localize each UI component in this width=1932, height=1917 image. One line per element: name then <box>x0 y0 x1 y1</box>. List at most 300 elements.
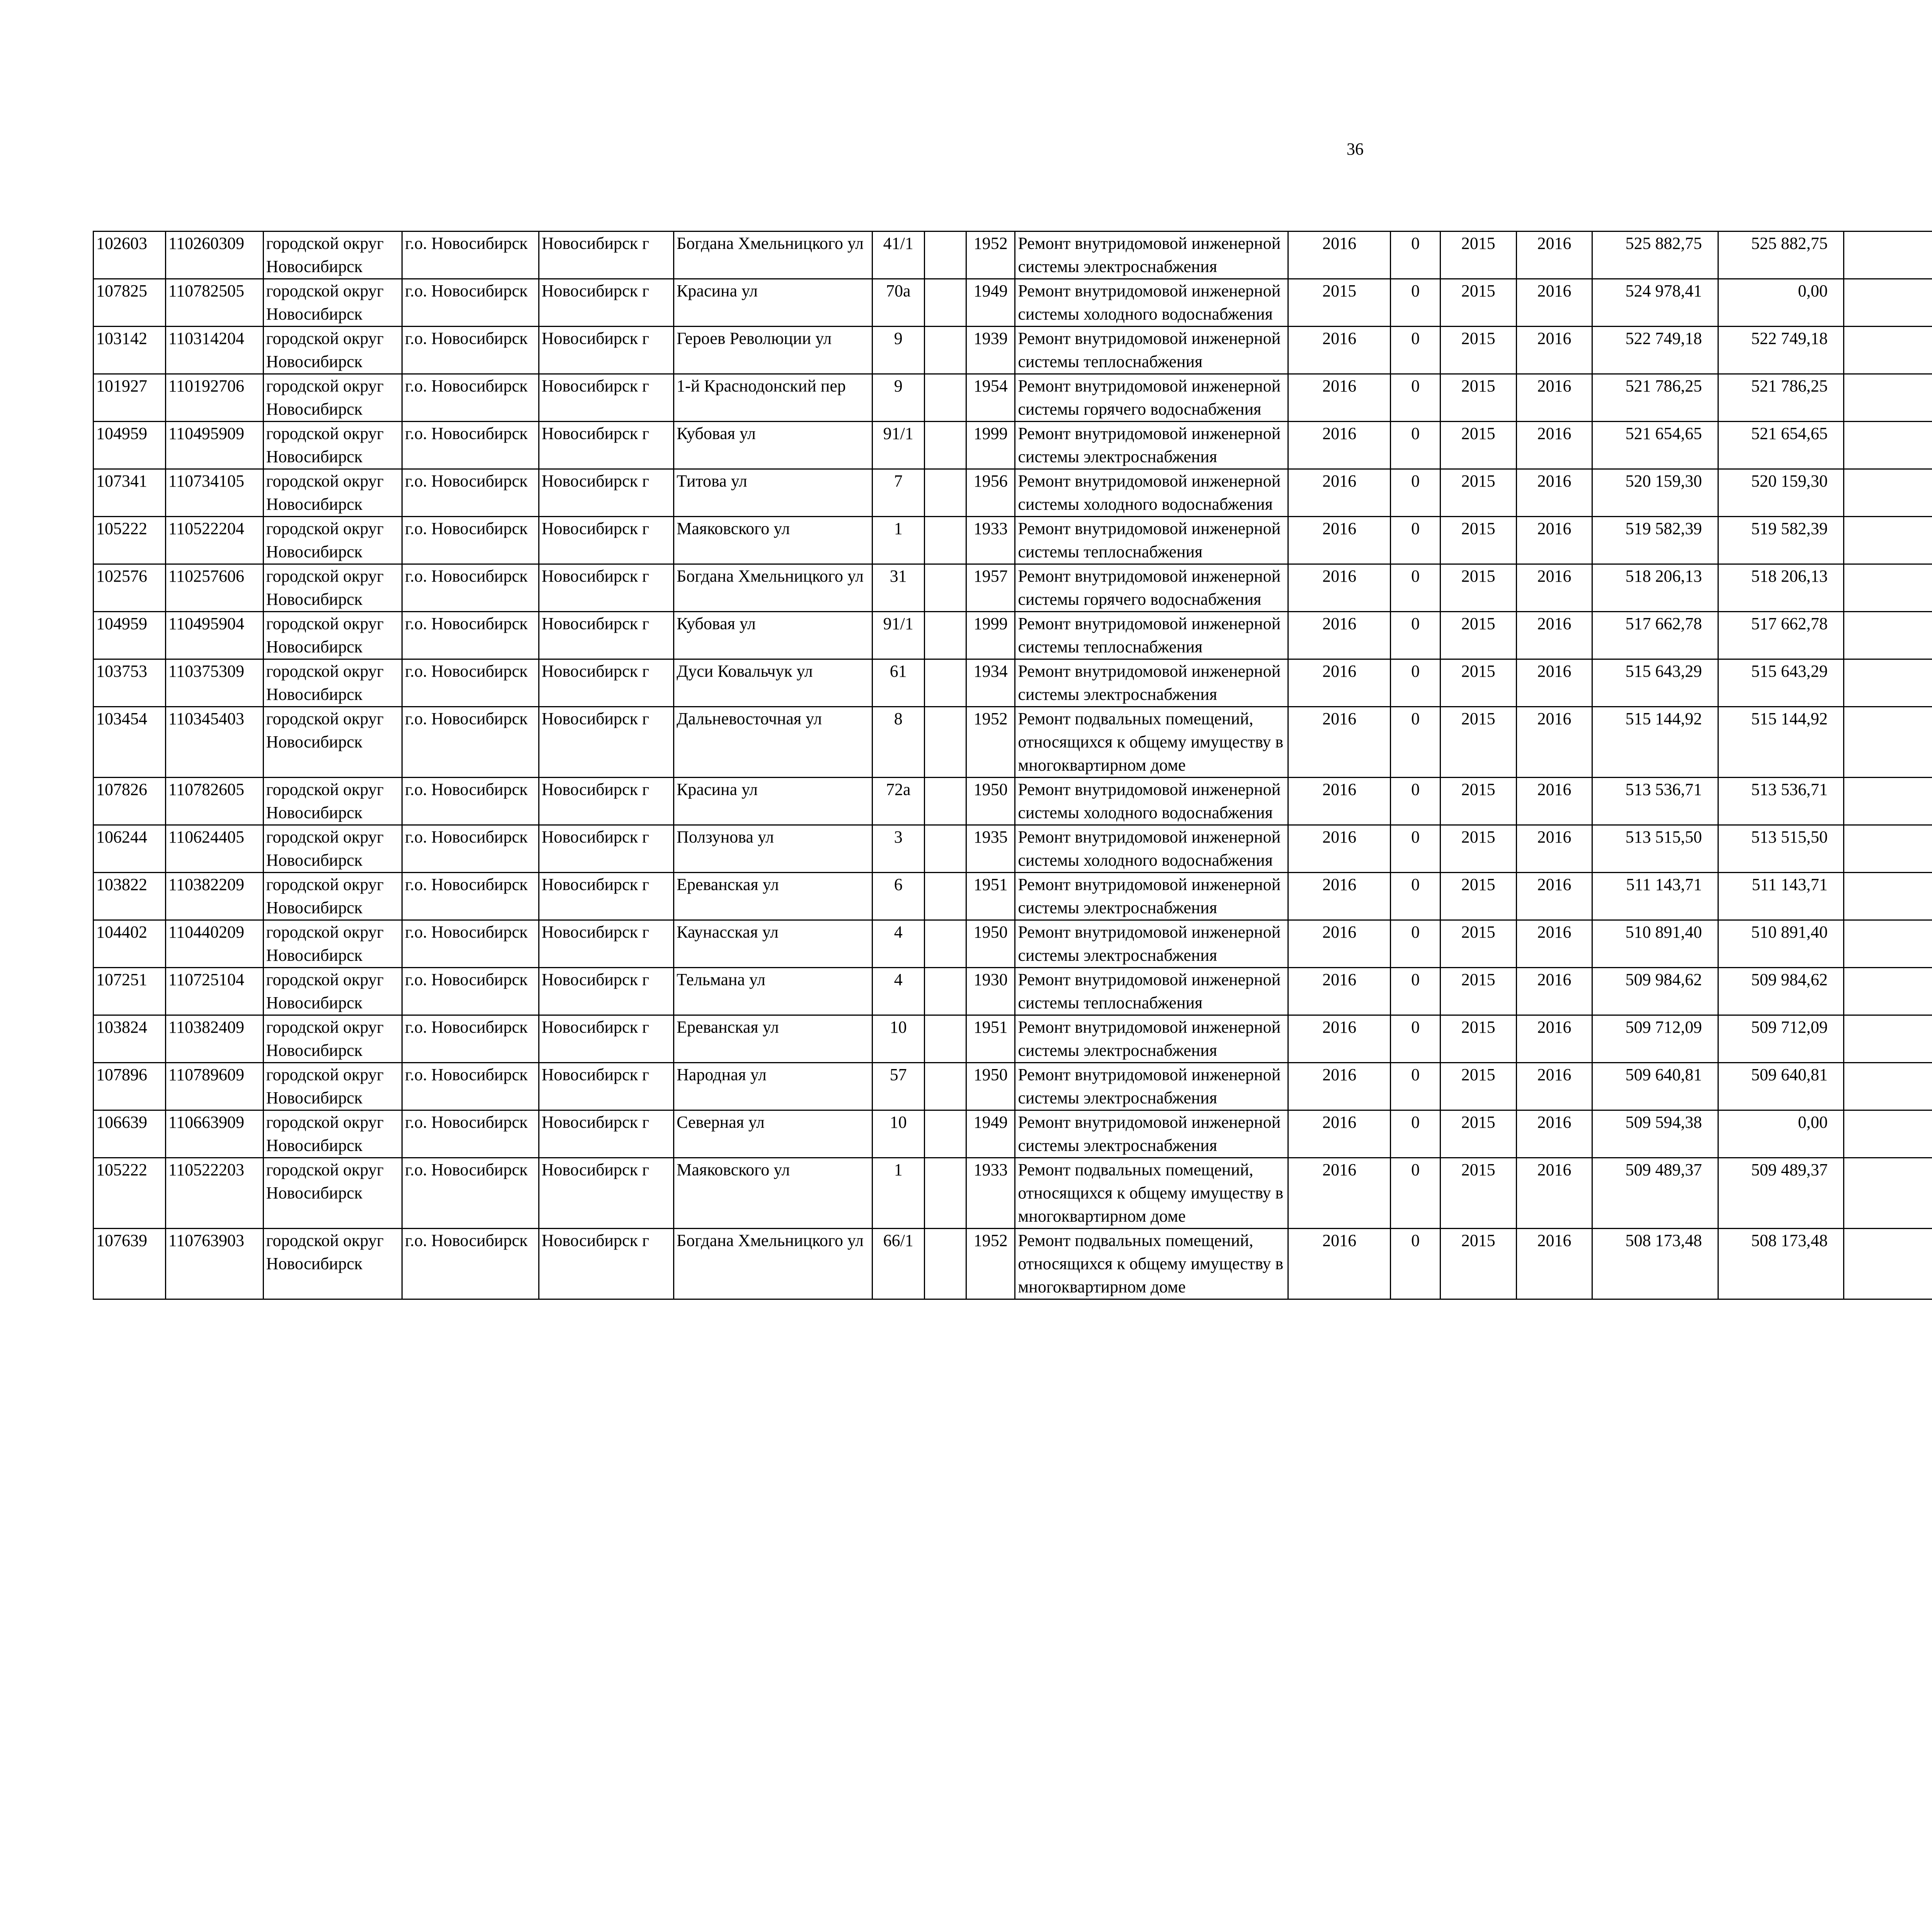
cell-total-cost: 508 173,48 <box>1592 1229 1718 1299</box>
cell-district: г.о. Новосибирск <box>402 1229 539 1299</box>
cell-plan-year: 2016 <box>1288 659 1391 707</box>
cell-district: г.о. Новосибирск <box>402 920 539 968</box>
cell-record-id: 110725104 <box>165 968 263 1015</box>
cell-total-cost: 510 891,40 <box>1592 920 1718 968</box>
cell-build-year: 1951 <box>966 1015 1015 1063</box>
cell-cost-b <box>1844 707 1932 778</box>
cell-house: 4 <box>872 920 925 968</box>
table-row <box>94 1015 1932 1063</box>
cell-plan-year: 2016 <box>1288 1158 1391 1229</box>
cell-work-type: Ремонт внутридомовой инженерной системы теплоснабжения <box>1015 517 1288 564</box>
table-row <box>94 517 1932 564</box>
cell-period-start: 2015 <box>1440 1063 1516 1110</box>
cell-house: 4 <box>872 968 925 1015</box>
cell-plan-year: 2015 <box>1288 279 1391 327</box>
cell-district: г.о. Новосибирск <box>402 564 539 612</box>
cell-city: Новосибирск г <box>539 279 673 327</box>
cell-street: 1-й Краснодонский пер <box>673 374 872 422</box>
cell-flag: 0 <box>1391 659 1440 707</box>
cell-street: Дальневосточная ул <box>673 707 872 778</box>
cell-build-year: 1952 <box>966 707 1015 778</box>
cell-cost-a: 510 891,40 <box>1718 920 1844 968</box>
cell-building <box>924 564 966 612</box>
cell-period-end: 2016 <box>1516 1063 1592 1110</box>
cell-city: Новосибирск г <box>539 1158 673 1229</box>
cell-building <box>924 1158 966 1229</box>
cell-flag: 0 <box>1391 1015 1440 1063</box>
cell-city: Новосибирск г <box>539 659 673 707</box>
cell-municipality: городской округ Новосибирск <box>263 920 402 968</box>
cell-record-id: 110192706 <box>165 374 263 422</box>
cell-building <box>924 422 966 469</box>
cell-period-end: 2016 <box>1516 564 1592 612</box>
cell-object-id: 104959 <box>94 612 166 659</box>
cell-cost-a: 519 582,39 <box>1718 517 1844 564</box>
cell-record-id: 110260309 <box>165 232 263 279</box>
cell-record-id: 110763903 <box>165 1229 263 1299</box>
cell-total-cost: 521 654,65 <box>1592 422 1718 469</box>
cell-cost-a: 518 206,13 <box>1718 564 1844 612</box>
cell-build-year: 1956 <box>966 469 1015 517</box>
cell-period-end: 2016 <box>1516 469 1592 517</box>
cell-building <box>924 232 966 279</box>
cell-city: Новосибирск г <box>539 374 673 422</box>
cell-cost-b <box>1844 825 1932 873</box>
cell-object-id: 107341 <box>94 469 166 517</box>
cell-object-id: 101927 <box>94 374 166 422</box>
cell-build-year: 1950 <box>966 778 1015 825</box>
cell-period-start: 2015 <box>1440 564 1516 612</box>
cell-district: г.о. Новосибирск <box>402 659 539 707</box>
table-row <box>94 327 1932 374</box>
cell-period-start: 2015 <box>1440 232 1516 279</box>
cell-total-cost: 521 786,25 <box>1592 374 1718 422</box>
cell-district: г.о. Новосибирск <box>402 968 539 1015</box>
cell-house: 91/1 <box>872 612 925 659</box>
cell-cost-b <box>1844 612 1932 659</box>
cell-cost-a: 521 654,65 <box>1718 422 1844 469</box>
cell-period-start: 2015 <box>1440 920 1516 968</box>
cell-flag: 0 <box>1391 517 1440 564</box>
cell-city: Новосибирск г <box>539 873 673 920</box>
cell-object-id: 106244 <box>94 825 166 873</box>
cell-work-type: Ремонт внутридомовой инженерной системы электроснабжения <box>1015 920 1288 968</box>
cell-street: Кубовая ул <box>673 612 872 659</box>
cell-period-end: 2016 <box>1516 1110 1592 1158</box>
cell-cost-a: 520 159,30 <box>1718 469 1844 517</box>
cell-build-year: 1930 <box>966 968 1015 1015</box>
cell-work-type: Ремонт внутридомовой инженерной системы теплоснабжения <box>1015 612 1288 659</box>
cell-street: Тельмана ул <box>673 968 872 1015</box>
cell-total-cost: 509 594,38 <box>1592 1110 1718 1158</box>
cell-cost-a: 515 643,29 <box>1718 659 1844 707</box>
cell-total-cost: 515 643,29 <box>1592 659 1718 707</box>
cell-municipality: городской округ Новосибирск <box>263 517 402 564</box>
cell-plan-year: 2016 <box>1288 825 1391 873</box>
cell-cost-b <box>1844 517 1932 564</box>
cell-work-type: Ремонт внутридомовой инженерной системы электроснабжения <box>1015 1110 1288 1158</box>
cell-record-id: 110789609 <box>165 1063 263 1110</box>
cell-house: 1 <box>872 1158 925 1229</box>
cell-total-cost: 513 536,71 <box>1592 778 1718 825</box>
table-row <box>94 564 1932 612</box>
cell-municipality: городской округ Новосибирск <box>263 873 402 920</box>
cell-city: Новосибирск г <box>539 564 673 612</box>
cell-municipality: городской округ Новосибирск <box>263 1229 402 1299</box>
cell-house: 9 <box>872 327 925 374</box>
cell-cost-a: 509 712,09 <box>1718 1015 1844 1063</box>
cell-house: 10 <box>872 1015 925 1063</box>
cell-building <box>924 968 966 1015</box>
cell-object-id: 105222 <box>94 1158 166 1229</box>
cell-house: 6 <box>872 873 925 920</box>
cell-record-id: 110440209 <box>165 920 263 968</box>
cell-cost-a: 513 536,71 <box>1718 778 1844 825</box>
cell-period-start: 2015 <box>1440 374 1516 422</box>
cell-cost-b <box>1844 374 1932 422</box>
cell-flag: 0 <box>1391 232 1440 279</box>
cell-plan-year: 2016 <box>1288 374 1391 422</box>
cell-cost-b <box>1844 1063 1932 1110</box>
cell-cost-b <box>1844 1110 1932 1158</box>
cell-plan-year: 2016 <box>1288 968 1391 1015</box>
cell-total-cost: 509 489,37 <box>1592 1158 1718 1229</box>
cell-district: г.о. Новосибирск <box>402 778 539 825</box>
cell-record-id: 110734105 <box>165 469 263 517</box>
cell-cost-a: 517 662,78 <box>1718 612 1844 659</box>
cell-building <box>924 327 966 374</box>
cell-street: Богдана Хмельницкого ул <box>673 232 872 279</box>
cell-cost-b <box>1844 469 1932 517</box>
cell-period-start: 2015 <box>1440 1229 1516 1299</box>
cell-build-year: 1999 <box>966 422 1015 469</box>
cell-build-year: 1933 <box>966 517 1015 564</box>
cell-record-id: 110257606 <box>165 564 263 612</box>
cell-period-end: 2016 <box>1516 422 1592 469</box>
cell-district: г.о. Новосибирск <box>402 279 539 327</box>
table-row <box>94 920 1932 968</box>
cell-total-cost: 525 882,75 <box>1592 232 1718 279</box>
cell-cost-b <box>1844 422 1932 469</box>
cell-street: Кубовая ул <box>673 422 872 469</box>
cell-object-id: 103824 <box>94 1015 166 1063</box>
cell-city: Новосибирск г <box>539 612 673 659</box>
cell-period-start: 2015 <box>1440 517 1516 564</box>
cell-city: Новосибирск г <box>539 1229 673 1299</box>
cell-flag: 0 <box>1391 374 1440 422</box>
cell-city: Новосибирск г <box>539 1015 673 1063</box>
cell-flag: 0 <box>1391 1063 1440 1110</box>
cell-city: Новосибирск г <box>539 707 673 778</box>
cell-building <box>924 873 966 920</box>
cell-total-cost: 517 662,78 <box>1592 612 1718 659</box>
cell-build-year: 1952 <box>966 1229 1015 1299</box>
cell-street: Ереванская ул <box>673 1015 872 1063</box>
cell-flag: 0 <box>1391 327 1440 374</box>
cell-object-id: 107896 <box>94 1063 166 1110</box>
cell-period-end: 2016 <box>1516 279 1592 327</box>
cell-street: Дуси Ковальчук ул <box>673 659 872 707</box>
cell-plan-year: 2016 <box>1288 707 1391 778</box>
cell-street: Каунасская ул <box>673 920 872 968</box>
cell-build-year: 1934 <box>966 659 1015 707</box>
cell-work-type: Ремонт внутридомовой инженерной системы холодного водоснабжения <box>1015 825 1288 873</box>
cell-period-end: 2016 <box>1516 825 1592 873</box>
cell-street: Героев Революции ул <box>673 327 872 374</box>
cell-street: Маяковского ул <box>673 517 872 564</box>
cell-street: Красина ул <box>673 778 872 825</box>
cell-period-start: 2015 <box>1440 659 1516 707</box>
cell-house: 61 <box>872 659 925 707</box>
cell-object-id: 104959 <box>94 422 166 469</box>
cell-period-end: 2016 <box>1516 517 1592 564</box>
cell-cost-b <box>1844 564 1932 612</box>
cell-district: г.о. Новосибирск <box>402 707 539 778</box>
cell-total-cost: 524 978,41 <box>1592 279 1718 327</box>
cell-period-end: 2016 <box>1516 327 1592 374</box>
cell-flag: 0 <box>1391 564 1440 612</box>
cell-cost-a: 522 749,18 <box>1718 327 1844 374</box>
cell-period-end: 2016 <box>1516 778 1592 825</box>
cell-building <box>924 517 966 564</box>
cell-period-end: 2016 <box>1516 1158 1592 1229</box>
cell-building <box>924 920 966 968</box>
cell-build-year: 1999 <box>966 612 1015 659</box>
cell-object-id: 106639 <box>94 1110 166 1158</box>
cell-cost-b <box>1844 778 1932 825</box>
cell-district: г.о. Новосибирск <box>402 232 539 279</box>
cell-plan-year: 2016 <box>1288 1015 1391 1063</box>
cell-plan-year: 2016 <box>1288 1063 1391 1110</box>
cell-build-year: 1954 <box>966 374 1015 422</box>
table-row <box>94 422 1932 469</box>
cell-work-type: Ремонт подвальных помещений, относящихся к общему имуществу в многоквартирном доме <box>1015 707 1288 778</box>
cell-period-end: 2016 <box>1516 612 1592 659</box>
cell-record-id: 110495904 <box>165 612 263 659</box>
cell-cost-b <box>1844 1015 1932 1063</box>
table-row <box>94 968 1932 1015</box>
cell-period-end: 2016 <box>1516 659 1592 707</box>
cell-total-cost: 511 143,71 <box>1592 873 1718 920</box>
page-number: 36 <box>1347 140 1364 158</box>
cell-total-cost: 509 712,09 <box>1592 1015 1718 1063</box>
cell-house: 91/1 <box>872 422 925 469</box>
table-row <box>94 659 1932 707</box>
cell-period-start: 2015 <box>1440 873 1516 920</box>
cell-cost-a: 509 984,62 <box>1718 968 1844 1015</box>
cell-municipality: городской округ Новосибирск <box>263 778 402 825</box>
cell-period-start: 2015 <box>1440 1110 1516 1158</box>
cell-plan-year: 2016 <box>1288 1229 1391 1299</box>
cell-house: 41/1 <box>872 232 925 279</box>
cell-record-id: 110375309 <box>165 659 263 707</box>
cell-flag: 0 <box>1391 469 1440 517</box>
cell-building <box>924 1110 966 1158</box>
cell-work-type: Ремонт внутридомовой инженерной системы горячего водоснабжения <box>1015 564 1288 612</box>
cell-cost-b <box>1844 873 1932 920</box>
cell-object-id: 102576 <box>94 564 166 612</box>
cell-street: Красина ул <box>673 279 872 327</box>
cell-record-id: 110495909 <box>165 422 263 469</box>
cell-period-end: 2016 <box>1516 873 1592 920</box>
cell-plan-year: 2016 <box>1288 873 1391 920</box>
cell-build-year: 1949 <box>966 279 1015 327</box>
cell-cost-a: 521 786,25 <box>1718 374 1844 422</box>
cell-flag: 0 <box>1391 422 1440 469</box>
cell-record-id: 110522204 <box>165 517 263 564</box>
cell-work-type: Ремонт внутридомовой инженерной системы электроснабжения <box>1015 659 1288 707</box>
cell-cost-b <box>1844 279 1932 327</box>
cell-street: Титова ул <box>673 469 872 517</box>
cell-build-year: 1957 <box>966 564 1015 612</box>
cell-district: г.о. Новосибирск <box>402 612 539 659</box>
cell-plan-year: 2016 <box>1288 1110 1391 1158</box>
cell-municipality: городской округ Новосибирск <box>263 968 402 1015</box>
cell-period-end: 2016 <box>1516 707 1592 778</box>
cell-city: Новосибирск г <box>539 968 673 1015</box>
cell-building <box>924 1063 966 1110</box>
table-row <box>94 707 1932 778</box>
cell-total-cost: 518 206,13 <box>1592 564 1718 612</box>
cell-city: Новосибирск г <box>539 1063 673 1110</box>
cell-municipality: городской округ Новосибирск <box>263 1015 402 1063</box>
cell-house: 1 <box>872 517 925 564</box>
cell-period-end: 2016 <box>1516 968 1592 1015</box>
cell-object-id: 102603 <box>94 232 166 279</box>
table-row <box>94 469 1932 517</box>
cell-house: 9 <box>872 374 925 422</box>
cell-building <box>924 612 966 659</box>
cell-object-id: 107251 <box>94 968 166 1015</box>
cell-work-type: Ремонт внутридомовой инженерной системы теплоснабжения <box>1015 968 1288 1015</box>
cell-district: г.о. Новосибирск <box>402 469 539 517</box>
table-row <box>94 1158 1932 1229</box>
cell-build-year: 1950 <box>966 920 1015 968</box>
cell-plan-year: 2016 <box>1288 327 1391 374</box>
cell-period-start: 2015 <box>1440 1158 1516 1229</box>
table-row <box>94 1110 1932 1158</box>
cell-object-id: 103753 <box>94 659 166 707</box>
cell-municipality: городской округ Новосибирск <box>263 469 402 517</box>
cell-district: г.о. Новосибирск <box>402 422 539 469</box>
cell-period-end: 2016 <box>1516 232 1592 279</box>
cell-object-id: 107826 <box>94 778 166 825</box>
cell-object-id: 104402 <box>94 920 166 968</box>
cell-house: 8 <box>872 707 925 778</box>
cell-municipality: городской округ Новосибирск <box>263 327 402 374</box>
cell-district: г.о. Новосибирск <box>402 873 539 920</box>
cell-period-start: 2015 <box>1440 707 1516 778</box>
cell-work-type: Ремонт внутридомовой инженерной системы электроснабжения <box>1015 873 1288 920</box>
cell-city: Новосибирск г <box>539 825 673 873</box>
cell-cost-b <box>1844 968 1932 1015</box>
cell-flag: 0 <box>1391 968 1440 1015</box>
cell-street: Народная ул <box>673 1063 872 1110</box>
cell-building <box>924 1015 966 1063</box>
cell-period-end: 2016 <box>1516 1229 1592 1299</box>
cell-district: г.о. Новосибирск <box>402 1110 539 1158</box>
cell-period-start: 2015 <box>1440 612 1516 659</box>
table-row <box>94 873 1932 920</box>
cell-record-id: 110382409 <box>165 1015 263 1063</box>
cell-district: г.о. Новосибирск <box>402 1015 539 1063</box>
cell-house: 3 <box>872 825 925 873</box>
cell-flag: 0 <box>1391 778 1440 825</box>
cell-city: Новосибирск г <box>539 469 673 517</box>
cell-cost-a: 0,00 <box>1718 279 1844 327</box>
cell-street: Богдана Хмельницкого ул <box>673 564 872 612</box>
cell-building <box>924 659 966 707</box>
cell-total-cost: 513 515,50 <box>1592 825 1718 873</box>
cell-flag: 0 <box>1391 873 1440 920</box>
cell-cost-a: 511 143,71 <box>1718 873 1844 920</box>
cell-municipality: городской округ Новосибирск <box>263 232 402 279</box>
cell-period-end: 2016 <box>1516 920 1592 968</box>
cell-municipality: городской округ Новосибирск <box>263 1063 402 1110</box>
table-row <box>94 232 1932 279</box>
cell-city: Новосибирск г <box>539 517 673 564</box>
cell-work-type: Ремонт подвальных помещений, относящихся к общему имуществу в многоквартирном доме <box>1015 1158 1288 1229</box>
cell-street: Ереванская ул <box>673 873 872 920</box>
cell-house: 57 <box>872 1063 925 1110</box>
cell-work-type: Ремонт внутридомовой инженерной системы электроснабжения <box>1015 1063 1288 1110</box>
cell-house: 72а <box>872 778 925 825</box>
cell-work-type: Ремонт внутридомовой инженерной системы электроснабжения <box>1015 1015 1288 1063</box>
cell-municipality: городской округ Новосибирск <box>263 279 402 327</box>
cell-plan-year: 2016 <box>1288 612 1391 659</box>
cell-build-year: 1933 <box>966 1158 1015 1229</box>
cell-cost-a: 509 640,81 <box>1718 1063 1844 1110</box>
cell-street: Северная ул <box>673 1110 872 1158</box>
cell-work-type: Ремонт внутридомовой инженерной системы холодного водоснабжения <box>1015 778 1288 825</box>
cell-work-type: Ремонт внутридомовой инженерной системы электроснабжения <box>1015 232 1288 279</box>
cell-district: г.о. Новосибирск <box>402 327 539 374</box>
cell-flag: 0 <box>1391 1158 1440 1229</box>
cell-flag: 0 <box>1391 825 1440 873</box>
cell-cost-a: 525 882,75 <box>1718 232 1844 279</box>
cell-building <box>924 279 966 327</box>
cell-street: Маяковского ул <box>673 1158 872 1229</box>
cell-cost-b <box>1844 920 1932 968</box>
cell-period-start: 2015 <box>1440 279 1516 327</box>
cell-object-id: 103142 <box>94 327 166 374</box>
cell-city: Новосибирск г <box>539 920 673 968</box>
cell-total-cost: 515 144,92 <box>1592 707 1718 778</box>
cell-build-year: 1935 <box>966 825 1015 873</box>
cell-work-type: Ремонт подвальных помещений, относящихся к общему имуществу в многоквартирном доме <box>1015 1229 1288 1299</box>
cell-total-cost: 509 640,81 <box>1592 1063 1718 1110</box>
cell-record-id: 110314204 <box>165 327 263 374</box>
cell-flag: 0 <box>1391 920 1440 968</box>
cell-build-year: 1952 <box>966 232 1015 279</box>
cell-record-id: 110382209 <box>165 873 263 920</box>
cell-house: 70а <box>872 279 925 327</box>
cell-period-start: 2015 <box>1440 327 1516 374</box>
cell-building <box>924 825 966 873</box>
cell-object-id: 107639 <box>94 1229 166 1299</box>
cell-municipality: городской округ Новосибирск <box>263 1158 402 1229</box>
cell-building <box>924 1229 966 1299</box>
cell-object-id: 103822 <box>94 873 166 920</box>
cell-plan-year: 2016 <box>1288 232 1391 279</box>
cell-object-id: 107825 <box>94 279 166 327</box>
cell-plan-year: 2016 <box>1288 778 1391 825</box>
cell-plan-year: 2016 <box>1288 469 1391 517</box>
cell-flag: 0 <box>1391 279 1440 327</box>
cell-object-id: 105222 <box>94 517 166 564</box>
cell-municipality: городской округ Новосибирск <box>263 825 402 873</box>
cell-municipality: городской округ Новосибирск <box>263 422 402 469</box>
